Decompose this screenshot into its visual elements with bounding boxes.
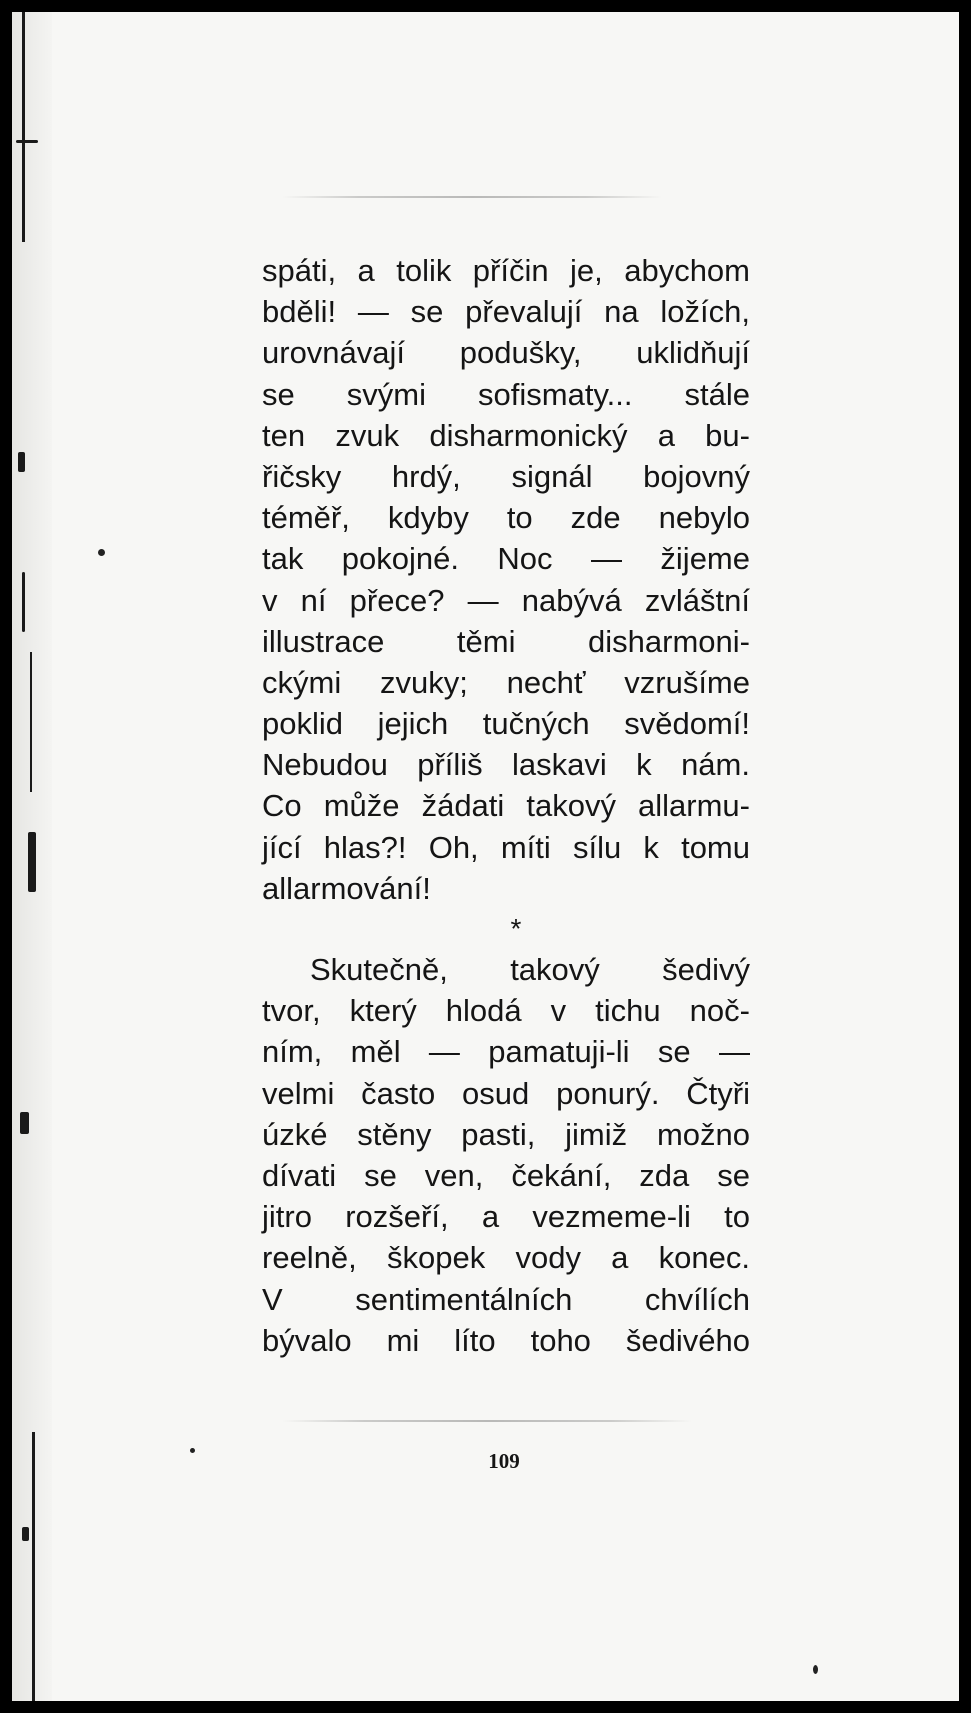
binding-mark: [16, 140, 38, 143]
text-line: poklid jejich tučných svědomí!: [262, 706, 750, 742]
text-line: Co může žádati takový allarmu-: [262, 788, 750, 824]
body-text: [262, 250, 750, 1361]
text-line: ten zvuk disharmonický a bu-: [262, 417, 750, 453]
text-line: spáti, a tolik příčin je, abychom: [262, 253, 750, 288]
text-line: Skutečně, takový šedivý: [310, 952, 750, 987]
section-break-asterisk: *: [510, 913, 522, 944]
text-line: allarmování!: [262, 870, 431, 906]
binding-mark: [28, 832, 36, 892]
text-line: tvor, který hlodá v tichu noč-: [262, 993, 750, 1029]
top-rule: [282, 196, 662, 198]
binding-mark: [22, 1527, 29, 1541]
text-line: reelně, škopek vody a konec.: [262, 1240, 750, 1276]
page-gutter: [12, 12, 52, 1701]
ink-speck: [813, 1665, 818, 1674]
book-page: [12, 12, 959, 1701]
text-line: bývalo mi líto toho šedivého: [262, 1322, 750, 1358]
binding-edge-line: [30, 652, 32, 792]
text-line: urovnávají podušky, uklidňují: [262, 335, 750, 371]
text-line: jící hlas?! Oh, míti sílu k tomu: [262, 829, 750, 865]
text-line: bděli! — se převalují na ložích,: [262, 294, 750, 330]
binding-edge-line: [32, 1432, 35, 1701]
ink-speck: [98, 549, 105, 556]
binding-mark: [22, 572, 25, 632]
bottom-rule: [282, 1420, 692, 1422]
text-line: úzké stěny pasti, jimiž možno: [262, 1116, 750, 1152]
text-line: V sentimentálních chvílích: [262, 1281, 750, 1317]
text-line: řičsky hrdý, signál bojovný: [262, 458, 750, 494]
text-line: Nebudou příliš laskavi k nám.: [262, 747, 750, 783]
binding-mark: [18, 452, 25, 472]
text-line: velmi často osud ponurý. Čtyři: [262, 1075, 750, 1111]
text-line: v ní přece? — nabývá zvláštní: [262, 582, 750, 618]
binding-mark: [20, 1112, 29, 1134]
text-line: jitro rozšeří, a vezmeme-li to: [262, 1199, 750, 1235]
text-line: dívati se ven, čekání, zda se: [262, 1157, 750, 1193]
text-line: téměř, kdyby to zde nebylo: [262, 500, 750, 536]
text-line: illustrace těmi disharmoni-: [262, 623, 750, 659]
text-line: ním, měl — pamatuji-li se —: [262, 1034, 750, 1070]
binding-edge-line: [22, 12, 25, 242]
page-number: 109: [488, 1449, 520, 1473]
text-line: tak pokojné. Noc — žijeme: [262, 541, 750, 577]
text-line: se svými sofismaty... stále: [262, 376, 750, 412]
ink-speck: [190, 1448, 195, 1453]
text-line: ckými zvuky; nechť vzrušíme: [262, 664, 750, 700]
